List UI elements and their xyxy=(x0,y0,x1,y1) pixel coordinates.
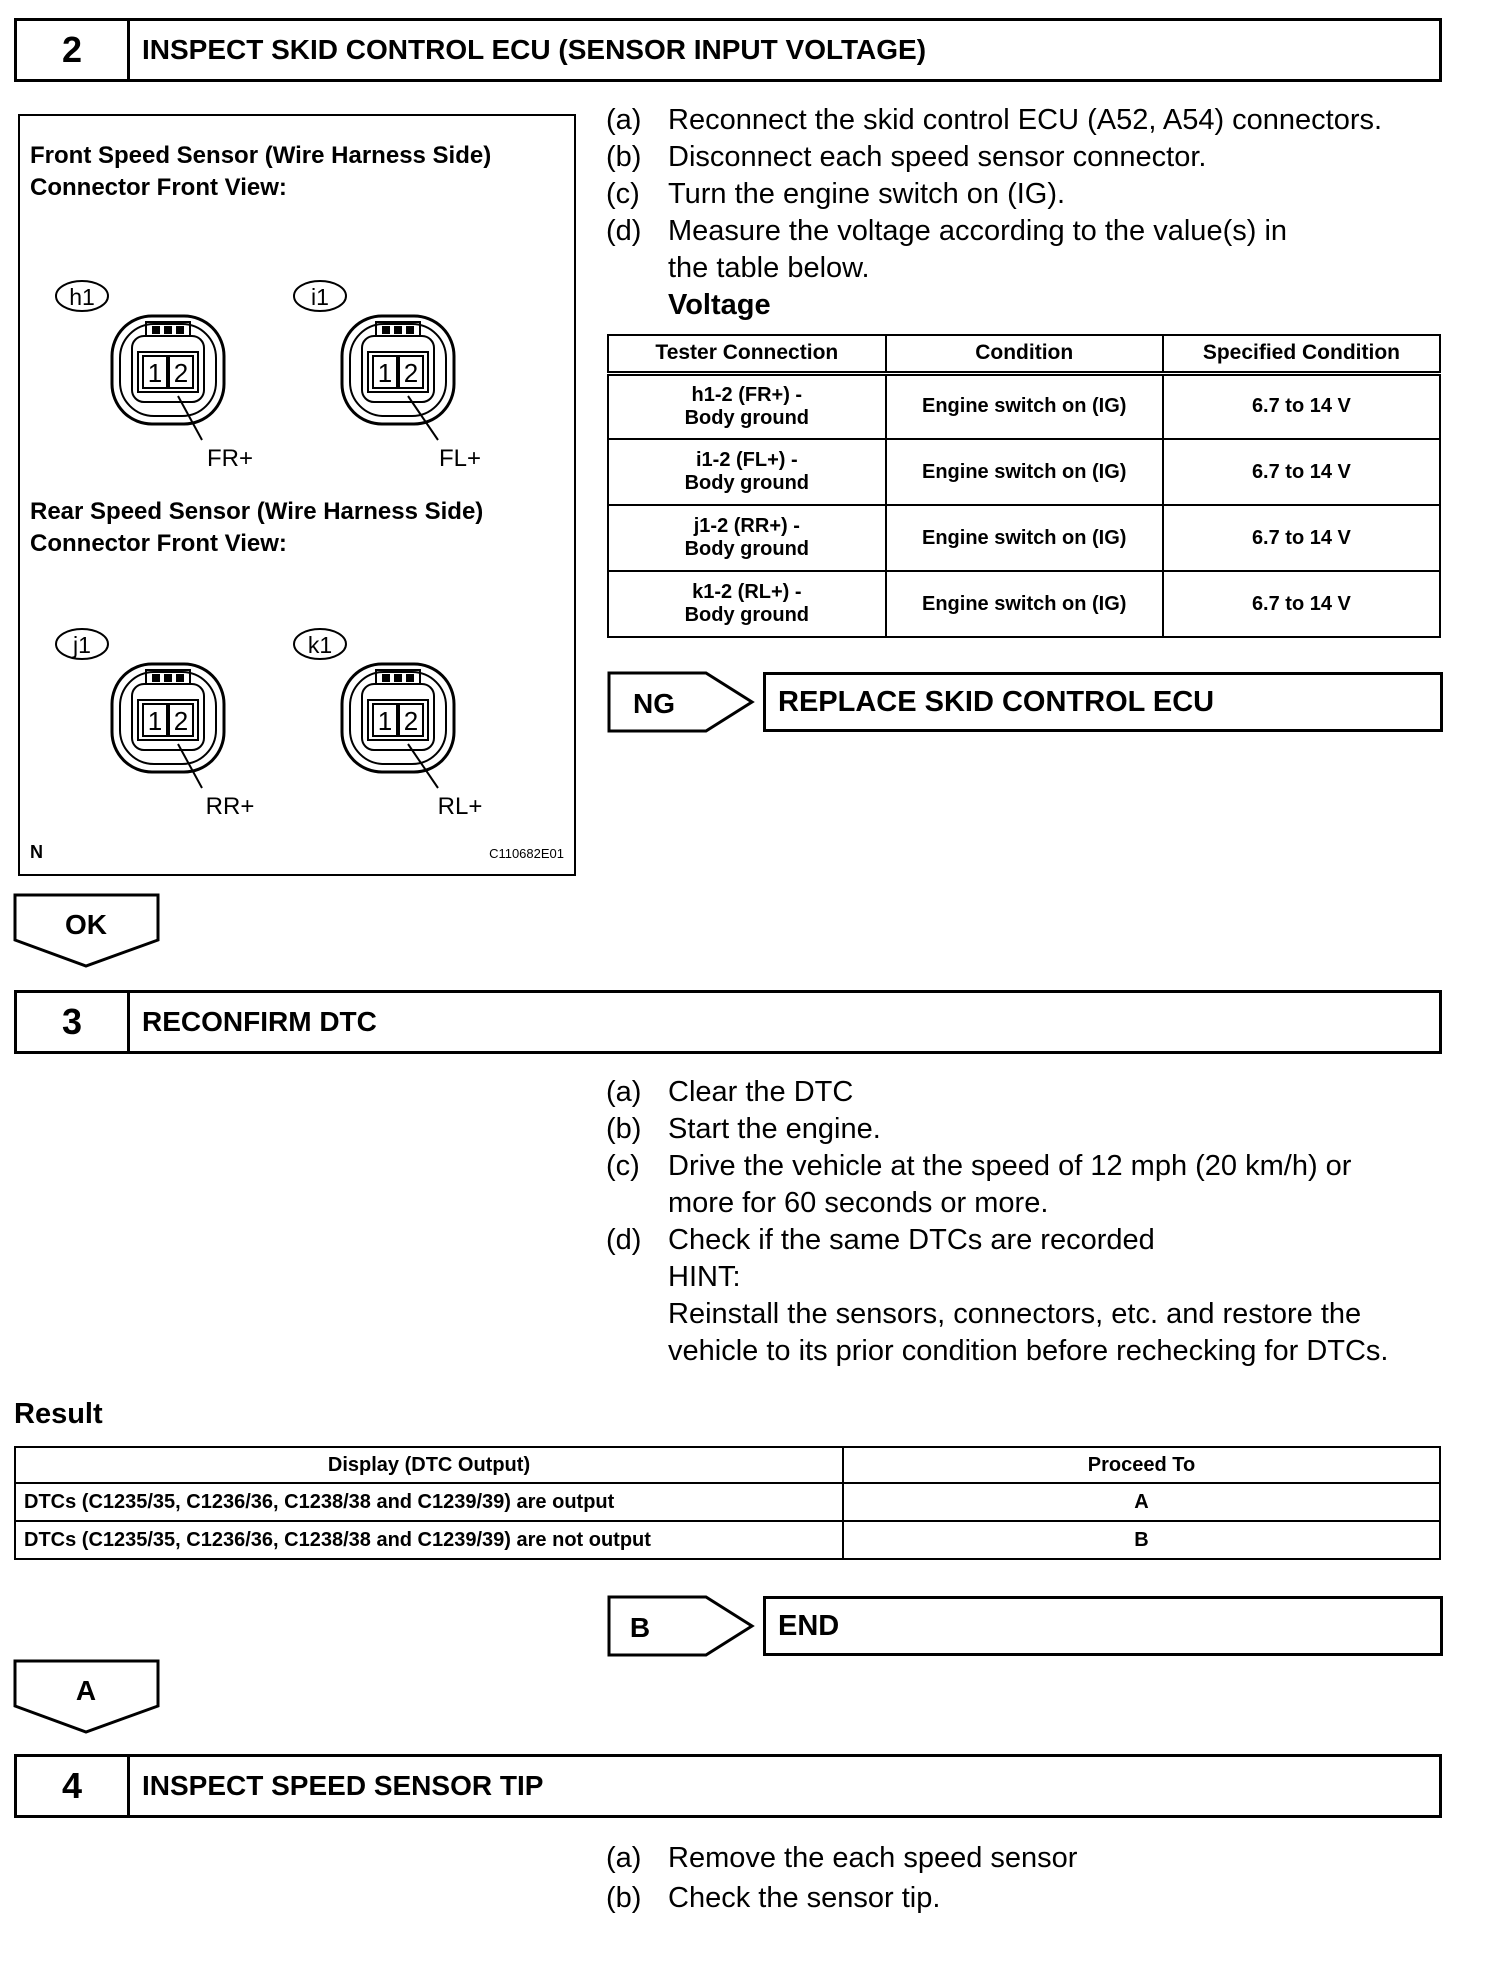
step-3-item: (b) Start the engine. xyxy=(606,1113,881,1145)
step-3-item: (a) Clear the DTC xyxy=(606,1076,854,1108)
result-header-display: Display (DTC Output) xyxy=(15,1447,843,1483)
connector-k1 xyxy=(294,629,482,820)
b-result-text: END xyxy=(778,1609,840,1642)
step-3-item: (d) Check if the same DTCs are recorded xyxy=(606,1224,1155,1256)
step-4-item: (a) Remove the each speed sensor xyxy=(606,1842,1078,1874)
result-cell-display: DTCs (C1235/35, C1236/36, C1238/38 and C1239/39) are output xyxy=(15,1483,843,1521)
connector-i1 xyxy=(294,281,481,472)
table-row xyxy=(608,373,1440,439)
result-table-header xyxy=(15,1447,1440,1483)
connector-j1-pin2: 2 xyxy=(173,706,189,736)
voltage-cell-spec: 6.7 to 14 V xyxy=(1163,373,1440,439)
ng-arrow xyxy=(606,670,756,734)
voltage-cell-spec: 6.7 to 14 V xyxy=(1163,571,1440,637)
result-cell-proceed: B xyxy=(843,1521,1440,1559)
step-3-number: 3 xyxy=(17,993,130,1051)
connector-j1-signal: RR+ xyxy=(205,793,255,820)
connector-k1-signal: RL+ xyxy=(437,793,483,820)
result-cell-display: DTCs (C1235/35, C1236/36, C1238/38 and C1239/39) are not output xyxy=(15,1521,843,1559)
b-result-box xyxy=(763,1596,1443,1656)
voltage-cell-condition: Engine switch on (IG) xyxy=(886,571,1163,637)
voltage-header-connection: Tester Connection xyxy=(608,335,886,373)
connector-i1-label: i1 xyxy=(311,284,329,310)
voltage-cell-spec: 6.7 to 14 V xyxy=(1163,439,1440,505)
step-4-instructions xyxy=(606,1838,1446,1918)
ng-result-box xyxy=(763,672,1443,732)
hint-label: HINT: xyxy=(668,1261,741,1293)
result-title: Result xyxy=(14,1398,103,1430)
connector-i1-signal: FL+ xyxy=(438,445,482,472)
voltage-cell-connection: k1-2 (RL+) - Body ground xyxy=(608,571,886,637)
step-2-number: 2 xyxy=(17,21,130,79)
connector-h1 xyxy=(56,281,253,472)
a-arrow xyxy=(12,1658,162,1736)
rear-sensor-title-line-1: Rear Speed Sensor (Wire Harness Side) xyxy=(30,498,484,525)
step-3-title: RECONFIRM DTC xyxy=(142,1006,377,1037)
b-arrow xyxy=(606,1594,756,1658)
voltage-table-header xyxy=(608,335,1440,373)
connector-h1-signal: FR+ xyxy=(206,445,254,472)
connector-j1-label: j1 xyxy=(73,632,91,658)
table-row xyxy=(15,1521,1440,1559)
voltage-cell-condition: Engine switch on (IG) xyxy=(886,373,1163,439)
connector-i1-pin1: 1 xyxy=(377,358,393,388)
connector-k1-pin1: 1 xyxy=(377,706,393,736)
step-4-header xyxy=(14,1754,1442,1818)
step-2-title: INSPECT SKID CONTROL ECU (SENSOR INPUT VOLTAGE) xyxy=(142,34,927,65)
step-4-item: (b) Check the sensor tip. xyxy=(606,1882,941,1914)
table-row xyxy=(608,571,1440,637)
table-row xyxy=(608,439,1440,505)
front-sensor-title-line-2: Connector Front View: xyxy=(30,174,287,201)
table-row xyxy=(15,1483,1440,1521)
connector-j1-pin1: 1 xyxy=(147,706,163,736)
step-3-header xyxy=(14,990,1442,1054)
connector-drawings xyxy=(20,116,574,874)
voltage-cell-condition: Engine switch on (IG) xyxy=(886,439,1163,505)
ok-label: OK xyxy=(65,909,107,940)
result-cell-proceed: A xyxy=(843,1483,1440,1521)
step-2-header xyxy=(14,18,1442,82)
figure-code: C110682E01 xyxy=(489,846,564,861)
ng-label: NG xyxy=(633,688,675,719)
voltage-cell-connection: i1-2 (FL+) - Body ground xyxy=(608,439,886,505)
hint-text: Reinstall the sensors, connectors, etc. and restore the vehicle to its prior condition before rechecking for DTCs. xyxy=(668,1298,1389,1367)
step-3-item: (c) Drive the vehicle at the speed of 12 mph (20 km/h) or more for 60 seconds or more. xyxy=(606,1150,1352,1219)
b-label: B xyxy=(629,1612,651,1643)
a-label: A xyxy=(75,1675,97,1706)
voltage-table-title: Voltage xyxy=(668,289,771,321)
voltage-cell-connection: h1-2 (FR+) - Body ground xyxy=(608,373,886,439)
voltage-cell-spec: 6.7 to 14 V xyxy=(1163,505,1440,571)
front-sensor-title-line-1: Front Speed Sensor (Wire Harness Side) xyxy=(30,142,492,169)
voltage-header-condition: Condition xyxy=(886,335,1163,373)
step-4-number: 4 xyxy=(17,1757,130,1815)
voltage-cell-connection: j1-2 (RR+) - Body ground xyxy=(608,505,886,571)
step-2-item: (c) Turn the engine switch on (IG). xyxy=(606,178,1066,210)
hint-text-row xyxy=(606,1296,1446,1370)
table-row xyxy=(608,505,1440,571)
step-2-item: (d) Measure the voltage according to the value(s) in the table below. xyxy=(606,215,1288,284)
step-4-title: INSPECT SPEED SENSOR TIP xyxy=(142,1770,544,1801)
voltage-title-row xyxy=(606,287,1446,324)
hint-label-row xyxy=(606,1259,1446,1296)
connector-k1-label: k1 xyxy=(307,632,333,658)
connector-figure xyxy=(18,114,576,876)
connector-h1-label: h1 xyxy=(69,284,95,310)
step-2-item: (b) Disconnect each speed sensor connector. xyxy=(606,141,1207,173)
step-3-instructions xyxy=(606,1074,1446,1370)
step-2-instructions xyxy=(606,102,1446,324)
ng-result-text: REPLACE SKID CONTROL ECU xyxy=(778,685,1215,718)
connector-h1-pin2: 2 xyxy=(173,358,189,388)
result-header-proceed: Proceed To xyxy=(843,1447,1440,1483)
step-2-item: (a) Reconnect the skid control ECU (A52, A54) connectors. xyxy=(606,104,1383,136)
connector-k1-pin2: 2 xyxy=(403,706,419,736)
connector-j1 xyxy=(56,629,254,820)
voltage-cell-condition: Engine switch on (IG) xyxy=(886,505,1163,571)
rear-sensor-title-line-2: Connector Front View: xyxy=(30,530,287,557)
voltage-table xyxy=(607,334,1441,638)
result-table xyxy=(14,1446,1441,1560)
voltage-header-spec: Specified Condition xyxy=(1163,335,1440,373)
figure-corner-letter: N xyxy=(30,842,43,862)
connector-h1-pin1: 1 xyxy=(147,358,163,388)
connector-i1-pin2: 2 xyxy=(403,358,419,388)
ok-arrow xyxy=(12,892,162,970)
